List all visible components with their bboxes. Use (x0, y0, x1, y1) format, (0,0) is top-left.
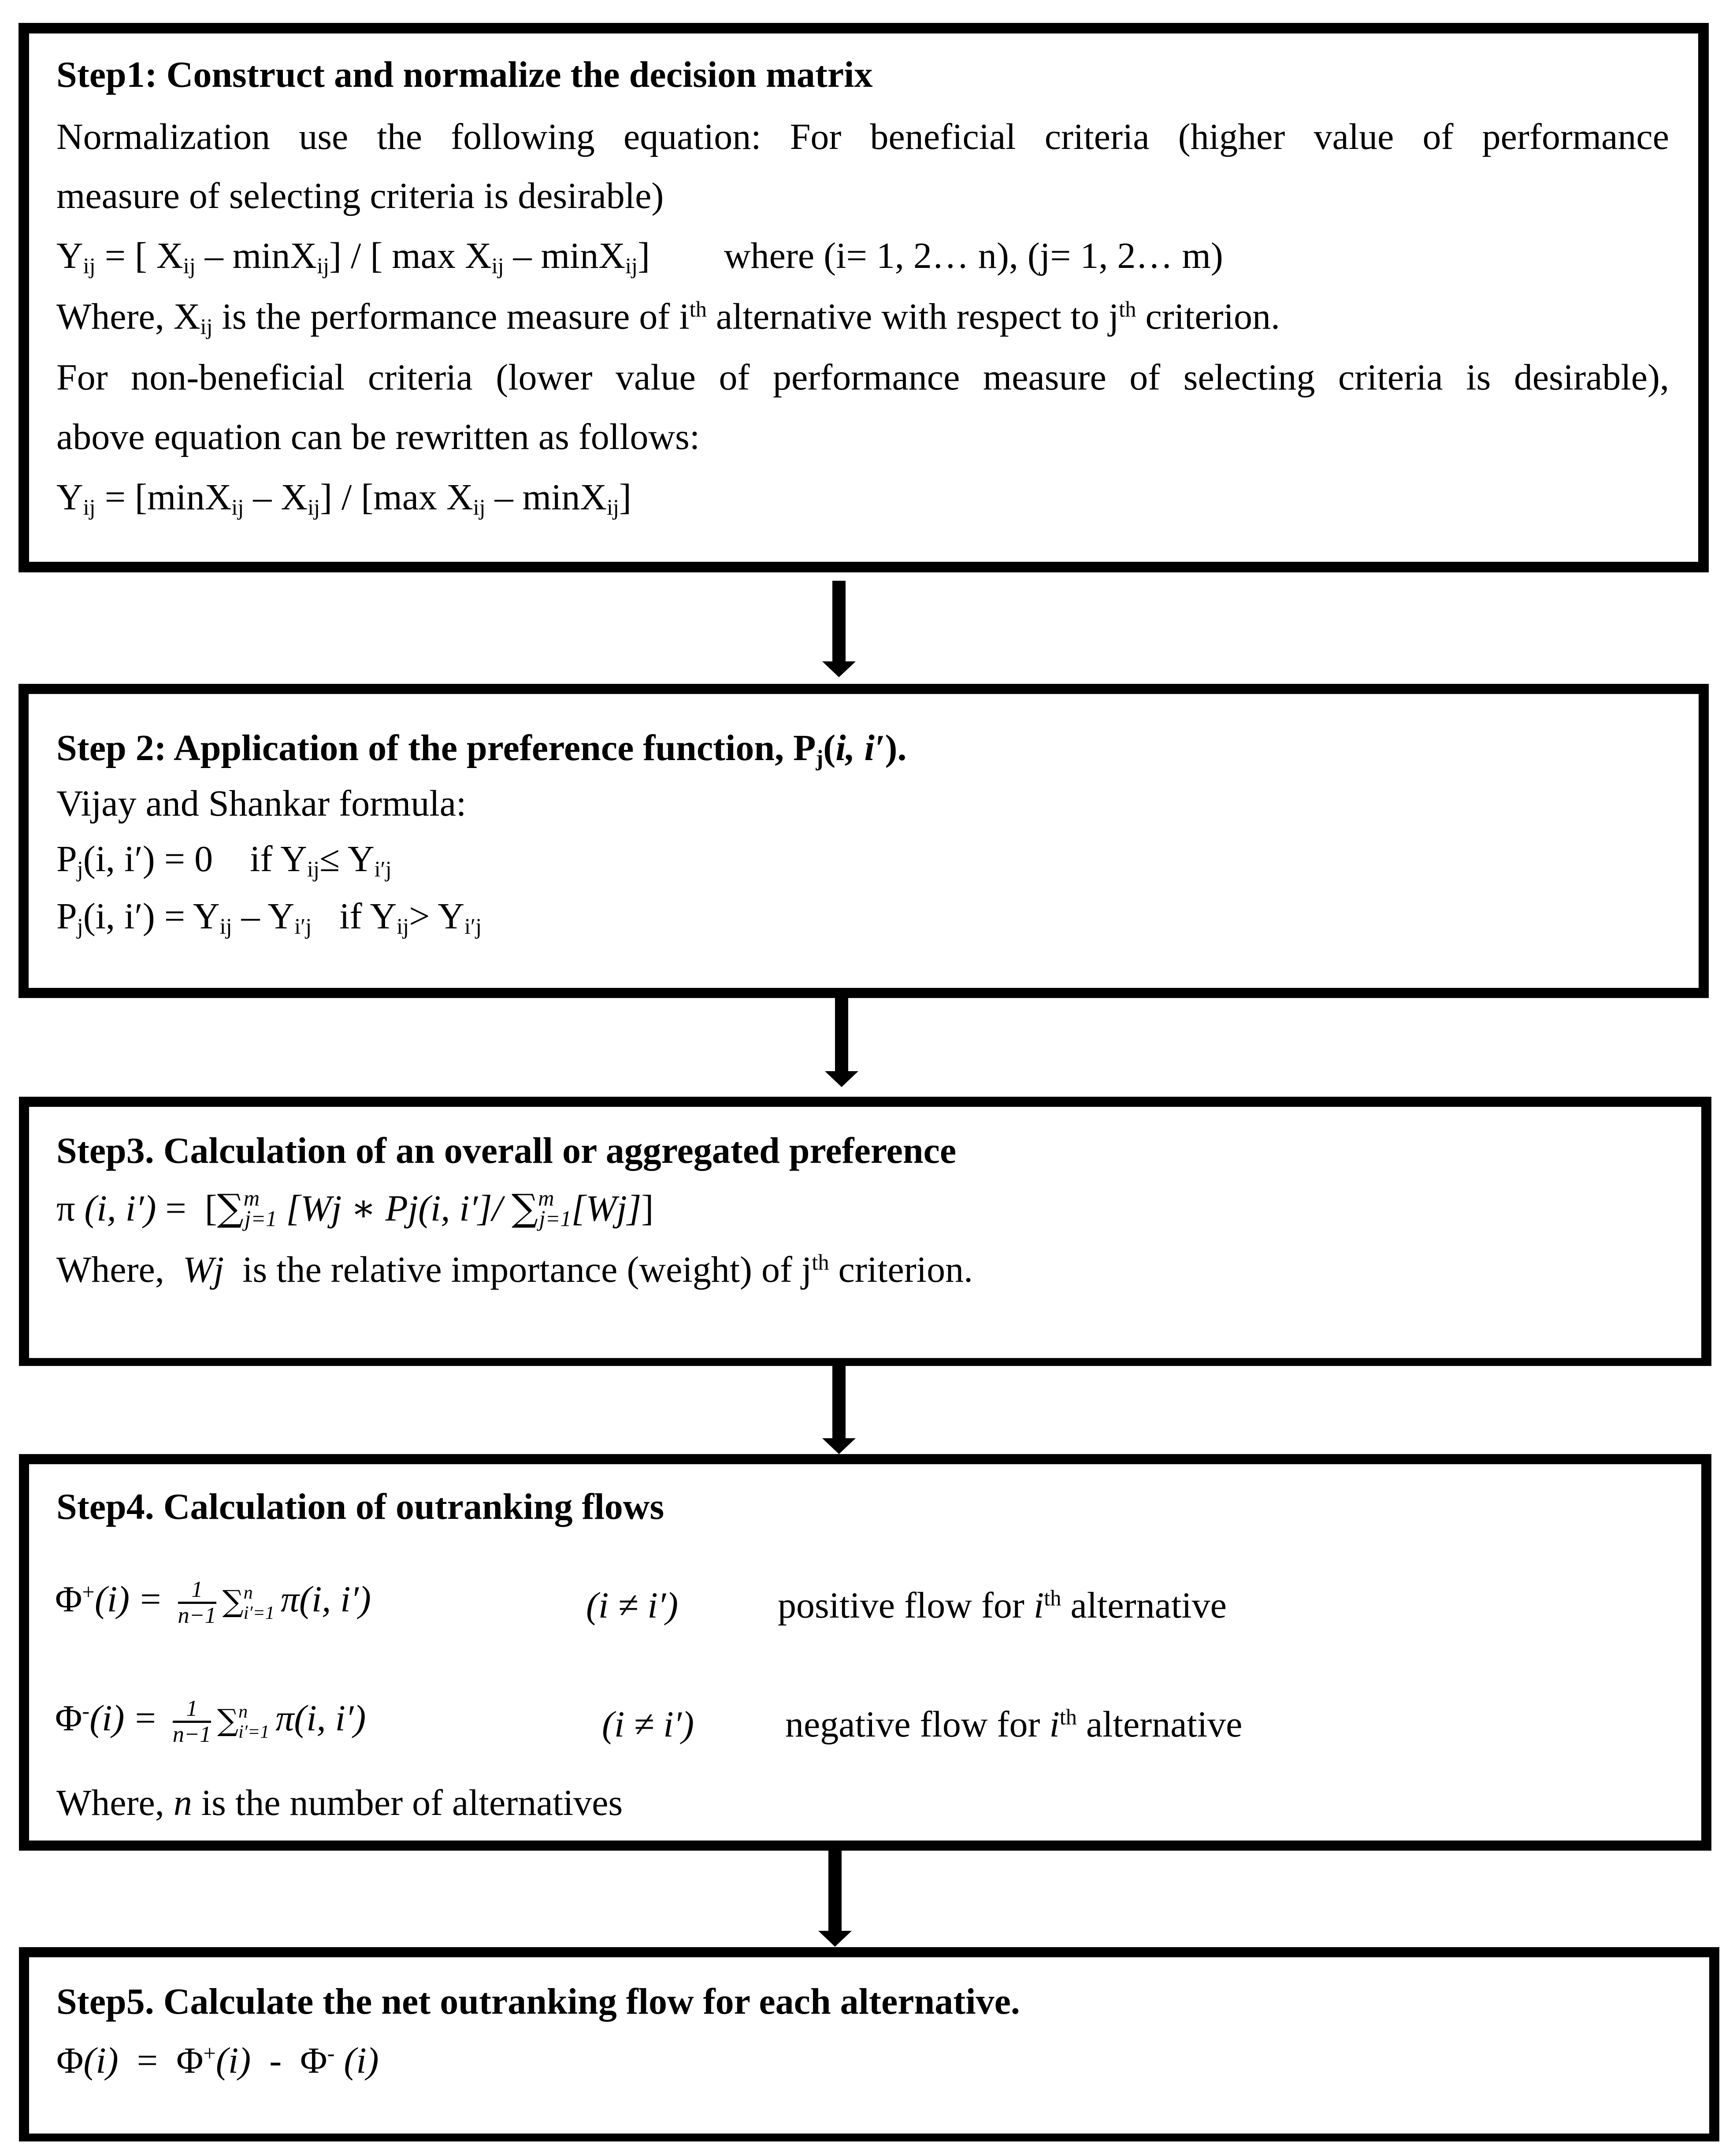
equals-sign: = (135, 1698, 156, 1739)
subscript: ij (607, 495, 620, 520)
text-segment: ] where (i= 1, 2… n), (j= 1, 2… m) (638, 235, 1223, 276)
equals-sign: = (140, 1579, 161, 1620)
summation-limits (244, 1583, 275, 1623)
arrow-shaft (832, 1366, 846, 1439)
summation-symbol: ∑ (217, 1186, 244, 1229)
step5-title (56, 1983, 1020, 2020)
step2-line (56, 839, 392, 882)
subscript: ij (397, 914, 409, 939)
step2-title (56, 727, 907, 771)
fraction-numerator: 1 (173, 1697, 211, 1723)
flow-description (778, 1581, 1227, 1630)
text-segment: (i, i′) (84, 1188, 156, 1229)
text-segment: Y (56, 477, 83, 518)
text-segment: ). (885, 727, 907, 768)
text-segment: if Y (312, 896, 397, 937)
summation-upper: n (238, 1701, 248, 1722)
subscript: i′j (374, 857, 392, 882)
text-segment: – minX (195, 235, 317, 276)
phi-symbol: Φ (55, 1698, 82, 1739)
fraction-denominator: n−1 (172, 1722, 212, 1748)
text-segment: Y (56, 235, 83, 276)
text-segment: (i) (83, 2040, 119, 2081)
subscript: ij (473, 495, 486, 520)
text-segment: ] / [ max X (329, 235, 492, 276)
subscript: ij (183, 253, 196, 278)
text-segment: i, i′ (835, 727, 885, 768)
superscript: th (1119, 297, 1136, 322)
flow-argument: (i) (94, 1579, 130, 1620)
arrow-down-icon (818, 1851, 852, 1947)
text-segment: – minX (504, 235, 626, 276)
fraction-denominator: n−1 (178, 1603, 216, 1629)
text-segment: above equation can be rewritten as follows: (56, 416, 700, 457)
flow-sign: - (82, 1698, 90, 1723)
flow-sign: + (82, 1579, 95, 1604)
arrow-down-icon (825, 998, 858, 1086)
step1-line (56, 359, 1669, 396)
subscript: ij (308, 495, 320, 520)
text-segment: ] (641, 1188, 654, 1229)
step4-line (56, 1782, 623, 1823)
text-segment: Step5. Calculate the net outranking flow for each alternative. (56, 1981, 1020, 2022)
step3-line (56, 1186, 654, 1231)
text-segment: = Φ (118, 2040, 204, 2081)
summation-limits (238, 1702, 269, 1742)
step4-title (56, 1488, 664, 1525)
subscript: ij (307, 857, 319, 882)
text-segment: Where, (56, 1782, 174, 1823)
step1-line (56, 116, 1669, 157)
text-segment: Step4. Calculation of outranking flows (56, 1486, 664, 1527)
arrow-head (822, 661, 856, 677)
text-segment: [Wj ∗ Pj(i, i′]/ (277, 1188, 512, 1229)
step1-line (56, 296, 1280, 339)
arrow-head (818, 1931, 852, 1947)
summation-upper: m (243, 1186, 260, 1211)
text-segment: measure of selecting criteria is desirable) (56, 175, 664, 216)
subscript: j (77, 914, 83, 939)
fraction (173, 1697, 211, 1747)
summation-symbol: ∑ (217, 1703, 239, 1737)
flow-description-text: positive flow for (778, 1585, 1034, 1626)
text-segment: alternative with respect to j (706, 296, 1119, 337)
superscript: + (203, 2041, 216, 2066)
summation-lower: i′=1 (243, 1603, 275, 1623)
subscript: ij (491, 253, 504, 278)
step2-line (56, 896, 482, 939)
step4-line (55, 1694, 1243, 1755)
step1-line (56, 175, 664, 216)
summation-upper: n (243, 1582, 253, 1603)
text-segment: n (173, 1782, 192, 1823)
fraction-numerator: 1 (178, 1578, 216, 1604)
condition: (i ≠ i′) (586, 1585, 679, 1626)
condition: (i ≠ i′) (602, 1704, 694, 1745)
subscript: j (816, 746, 824, 771)
arrow-down-icon (822, 1366, 856, 1454)
text-segment: (i) (215, 2040, 251, 2081)
subscript: ij (231, 495, 244, 520)
text-segment: P (56, 896, 77, 937)
step4-line (55, 1575, 1227, 1636)
step1-line (56, 477, 632, 520)
arrow-shaft (832, 581, 846, 662)
step3-title (56, 1132, 956, 1169)
subscript: ij (83, 253, 96, 278)
text-segment: (i, i′) = Y (83, 896, 220, 937)
summation-upper: m (538, 1186, 554, 1211)
text-segment: Step 2: Application of the preference function, P (56, 727, 816, 768)
step1-title (56, 56, 873, 93)
text-segment: π (56, 1188, 85, 1229)
step1-line (56, 235, 1223, 278)
flow-argument: (i) (89, 1698, 125, 1739)
flow-description-var: i (1049, 1704, 1060, 1745)
subscript: ij (200, 314, 213, 339)
summation-symbol: ∑ (222, 1584, 244, 1618)
text-segment: [Wj] (571, 1188, 642, 1229)
superscript: - (327, 2041, 335, 2066)
text-segment: = [ X (95, 235, 183, 276)
text-segment: (i, i′) = 0 if Y (83, 839, 307, 879)
text-segment: P (56, 839, 77, 879)
summation-symbol: ∑ (512, 1186, 538, 1229)
text-segment: criterion. (829, 1249, 973, 1290)
subscript: ij (625, 253, 638, 278)
text-segment: Where, (56, 1249, 183, 1290)
flow-description-sup: th (1059, 1704, 1077, 1729)
text-segment: = [minX (95, 477, 232, 518)
text-segment: ] / [max X (320, 477, 473, 518)
summation-lower: i′=1 (238, 1722, 270, 1742)
text-segment: Where, X (56, 296, 200, 337)
text-segment: Wj (182, 1249, 224, 1290)
text-segment: is the relative importance (weight) of j (224, 1249, 812, 1290)
phi-symbol: Φ (55, 1579, 82, 1620)
text-segment: For non-beneficial criteria (lower value of performance measure of selecting criteria is desirable), (56, 357, 1669, 398)
text-segment: Vijay and Shankar formula: (56, 783, 467, 824)
fraction (178, 1578, 216, 1628)
flow-description-sup: th (1044, 1585, 1061, 1611)
step2-line (56, 785, 466, 822)
text-segment: - Φ (251, 2040, 327, 2081)
text-segment: Φ (56, 2040, 84, 2081)
summation-lower: j=1 (539, 1206, 571, 1231)
flow-description-var: i (1033, 1585, 1044, 1626)
text-segment: Step1: Construct and normalize the decision matrix (56, 54, 873, 95)
summand: π(i, i′) (275, 1698, 366, 1739)
superscript: th (689, 297, 707, 322)
text-segment: criterion. (1136, 296, 1280, 337)
subscript: ij (317, 253, 330, 278)
text-segment: ≤ Y (319, 839, 375, 879)
flow-description-text: negative flow for (785, 1704, 1050, 1745)
subscript: ij (219, 914, 232, 939)
text-segment: – Y (232, 896, 295, 937)
text-segment: ( (823, 727, 836, 768)
text-segment: Step3. Calculation of an overall or aggregated preference (56, 1130, 957, 1171)
step3-line (56, 1251, 973, 1288)
subscript: ij (83, 495, 96, 520)
flow-description-text: alternative (1061, 1585, 1227, 1626)
step5-line (56, 2042, 379, 2079)
superscript: th (812, 1250, 829, 1275)
text-segment: ] (619, 477, 632, 518)
arrow-down-icon (822, 581, 856, 677)
text-segment: = [ (156, 1188, 217, 1229)
text-segment: – minX (485, 477, 607, 518)
text-segment: > Y (409, 896, 465, 937)
subscript: i′j (464, 914, 482, 939)
subscript: i′j (294, 914, 312, 939)
arrow-shaft (828, 1851, 842, 1932)
text-segment: is the number of alternatives (192, 1782, 623, 1823)
summation-lower: j=1 (245, 1206, 277, 1231)
subscript: j (77, 857, 83, 882)
arrow-shaft (835, 998, 848, 1072)
text-segment: Normalization use the following equation: For beneficial criteria (higher value of performance (56, 116, 1669, 157)
summand: π(i, i′) (280, 1579, 371, 1620)
flow-description (785, 1700, 1242, 1749)
text-segment: (i) (334, 2040, 379, 2081)
text-segment: – X (244, 477, 308, 518)
arrow-head (825, 1071, 858, 1087)
text-segment: is the performance measure of i (212, 296, 690, 337)
arrow-head (822, 1438, 856, 1454)
step1-line (56, 416, 700, 457)
flow-description-text: alternative (1077, 1704, 1243, 1745)
